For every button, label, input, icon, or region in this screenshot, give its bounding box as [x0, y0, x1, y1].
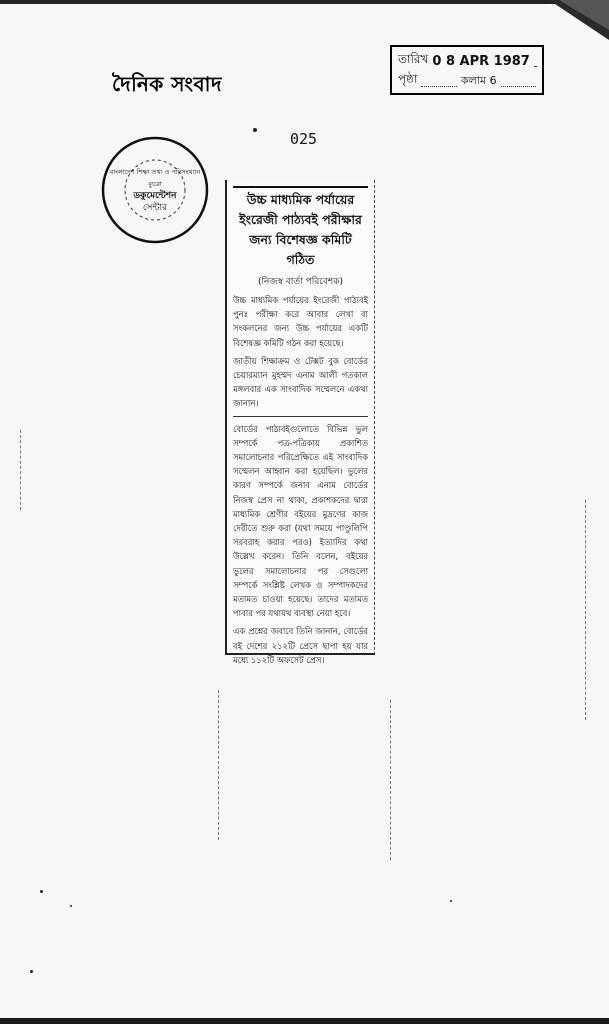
date-value: 0 8 APR 1987 — [432, 53, 530, 69]
scan-speck — [450, 900, 452, 902]
article-paragraph: এক প্রশ্নের জবাবে তিনি জানান, বোর্ডের বই দেশের ২১২টি প্রেসে ছাপা হয় যার মধ্যে ১১২টি অফসেট প্রেস। — [233, 626, 368, 665]
headline-line: উচ্চ মাধ্যমিক পর্যায়ের — [246, 192, 355, 207]
page-dots — [421, 76, 456, 87]
scan-speck — [253, 128, 257, 132]
scan-artifact-line — [20, 430, 21, 510]
folded-corner — [549, 0, 609, 40]
scan-artifact-line — [585, 500, 586, 720]
headline-line: গঠিত — [286, 252, 315, 267]
date-dots — [534, 56, 536, 67]
newspaper-masthead: দৈনিক সংবাদ — [112, 72, 222, 96]
document-number: 025 — [290, 130, 318, 148]
date-row — [398, 51, 536, 71]
seal-line3: সেন্টার — [142, 203, 168, 213]
headline-line: জন্য বিশেষজ্ঞ কমিটি — [249, 232, 352, 247]
page-row — [398, 71, 536, 91]
date-label: তারিখ — [398, 52, 429, 66]
article-divider — [233, 416, 368, 417]
page-top-edge — [0, 0, 609, 4]
newspaper-clipping — [225, 180, 375, 665]
page-value: কলাম 6 — [460, 73, 497, 87]
page-label: পৃষ্ঠা — [398, 72, 418, 86]
headline-line: ইংরেজী পাঠ্যবই পরীক্ষার — [239, 212, 362, 227]
seal-line1: বাংলাদেশ শিক্ষা তথ্য ও পরিসংখ্যান ব্যুরো — [109, 168, 201, 188]
article-paragraph: উচ্চ মাধ্যমিক পর্যায়ের ইংরেজী পাঠ্যবই পুনঃ পরীক্ষা করে আবার লেখা বা সংকলনের জন্য উচ্চ পর্যায়ের একটি বিশেষজ্ঞ কমিটি গঠন করা হয়েছে। — [233, 295, 368, 348]
scan-speck — [70, 905, 72, 907]
page-bottom-edge — [0, 1018, 609, 1024]
page-dots-end — [501, 76, 536, 87]
article-paragraph: বোর্ডের পাঠ্যবইগুলোতে বিভিন্ন ভুল সম্পর্কে পত্র-পত্রিকায় প্রকাশিত সমালোচনার পরিপ্রেক্ষিতে এই সাংবাদিক সম্মেলন আহ্বান করা হয়েছিল। ভুলের কারণ সম্পর্কে জনাব এনাম বোর্ডের নিজস্ব প্রেস না থাকা, প্রকাশকদের দ্বারা মাধ্যমিক শ্রেণীর বইয়ের মুদ্রণের কাজ দেরীতে শুরু করা (যথা সময়ে পাণ্ডুলিপি সরবরাহ করার পরও) ইত্যাদির কথা উল্লেখ করেন। তিনি বলেন, বইয়ের ভুলের সমালোচনার পর সেগুলো সম্পর্কে সংশ্লিষ্ট লেখক ও সম্পাদকদের মতামত চাওয়া হয়েছে। তাদের মতামত পাবার পর যথাযথ ব্যবস্থা নেয়া হবে। — [233, 423, 368, 619]
article-paragraph: জাতীয় শিক্ষাক্রম ও টেক্সট বুক বোর্ডের চেয়ারম্যান মুহম্মদ এনাম আলী গতকাল মঙ্গলবার এক সাংবাদিক সম্মেলনে একথা জানান। — [233, 355, 368, 409]
scan-speck — [40, 890, 43, 893]
seal-line2: ডকুমেন্টেশন — [133, 191, 177, 201]
documentation-seal — [100, 135, 210, 245]
seal-text — [100, 135, 210, 245]
scan-artifact-line — [390, 700, 391, 860]
scan-artifact-line — [218, 690, 219, 840]
article-headline — [233, 186, 368, 270]
scan-speck — [30, 970, 33, 973]
article-byline: (নিজস্ব বার্তা পরিবেশক) — [257, 277, 344, 287]
date-stamp-box — [390, 45, 544, 95]
